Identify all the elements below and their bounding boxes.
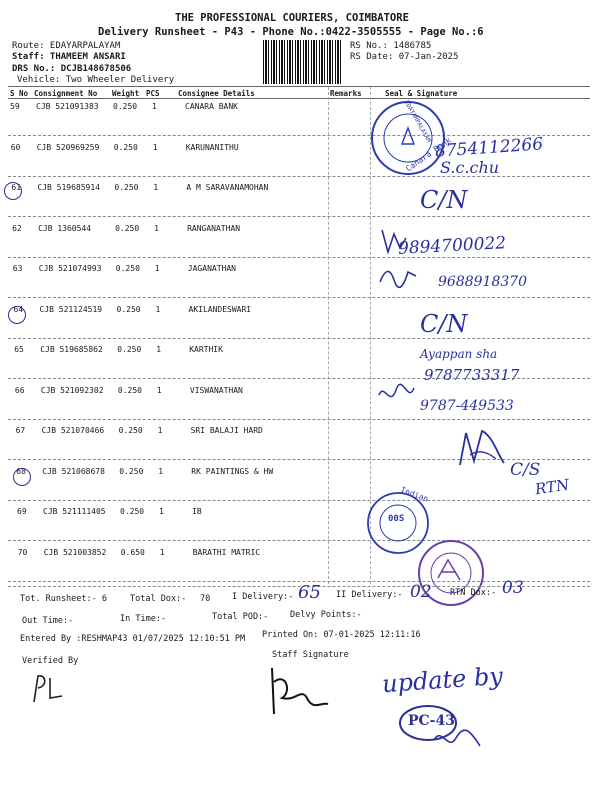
hw-r68-cs: C/S: [510, 460, 541, 480]
hw-r64-cn: C/N: [420, 310, 468, 338]
col-seal-signature: Seal & Signature: [385, 89, 458, 98]
drs-number: DRS No.: DCJB148678506: [12, 64, 132, 74]
row-pcs: 1: [156, 385, 162, 395]
hw-r68-rtn: RTN: [533, 475, 571, 499]
row-consignee: RANGANATHAN: [187, 223, 241, 233]
row-consignee: RK PAINTINGS & HW: [191, 466, 274, 476]
entered-by: Entered By :RESHMAP43 01/07/2025 12:10:51 PM: [20, 634, 246, 644]
total-pod: Total POD:-: [212, 612, 269, 622]
pc-stamp-scribble: [430, 726, 490, 756]
hw-r60-phone: 8754112266: [434, 134, 544, 162]
row-pcs: 1: [159, 507, 164, 516]
row-pcs: 1: [156, 345, 162, 354]
company-title: THE PROFESSIONAL COURIERS, COIMBATORE: [175, 12, 409, 24]
row-sno: 62: [12, 223, 22, 233]
row-consignee: SRI BALAJI HARD: [190, 426, 263, 435]
row-pcs: 1: [159, 547, 165, 557]
i-delivery-label: I Delivery:-: [232, 592, 294, 602]
hw-r63-phone: 9688918370: [438, 274, 528, 290]
col-pcs: PCS: [146, 89, 160, 98]
row-consignment: CJB 521074993: [38, 264, 102, 273]
hw-r65-phone: 9787733317: [424, 366, 520, 384]
row-sno: 63: [12, 264, 23, 273]
col-consignee: Consignee Details: [178, 89, 255, 98]
hw-r62-phone: 9894700022: [397, 233, 507, 259]
signature-r63: [378, 262, 418, 292]
row-sno: 68: [16, 466, 26, 476]
vehicle-label: Vehicle: Two Wheeler Delivery: [17, 75, 175, 85]
row-consignee: KARTHIK: [189, 345, 223, 354]
row-weight: 0.250: [115, 223, 140, 233]
row-sno: 60: [10, 142, 21, 152]
printed-on: Printed On: 07-01-2025 12:11:16: [262, 630, 421, 640]
out-time: Out Time:-: [22, 616, 74, 626]
row-consignment: CJB 521091383: [36, 102, 99, 111]
in-time: In Time:-: [120, 614, 167, 624]
row-sno: 66: [14, 385, 25, 395]
row-sno: 64: [13, 304, 24, 314]
row-pcs: 1: [155, 304, 161, 314]
row-consignee: VISWANATHAN: [189, 385, 243, 395]
total-dox-value: 70: [200, 594, 211, 604]
ii-delivery-label: II Delivery:-: [336, 590, 403, 600]
signature-r67: [452, 425, 512, 475]
row-consignee: A M SARAVANAMOHAN: [186, 183, 269, 192]
row-pcs: 1: [157, 426, 163, 435]
col-weight: Weight: [112, 89, 140, 98]
row-sno: 59: [10, 102, 20, 111]
update-note: update by: [381, 661, 504, 699]
row-pcs: 1: [154, 223, 159, 233]
verified-by: Verified By: [22, 656, 79, 666]
row-sno: 65: [14, 345, 24, 354]
row-consignment: CJB 1360544: [38, 223, 92, 233]
tot-runsheet: Tot. Runsheet:- 6: [20, 594, 107, 604]
staff-signature: [262, 662, 332, 722]
row-consignment: CJB 521068678: [42, 466, 105, 476]
pc-stamp-text: PC-43: [408, 713, 455, 729]
row-sno: 67: [15, 426, 26, 435]
row-consignee: CANARA BANK: [185, 102, 238, 111]
ii-delivery-hand: 02: [410, 582, 432, 602]
row-consignee: JAGANATHAN: [187, 264, 236, 273]
row-pcs: 1: [152, 142, 158, 152]
row-weight: 0.250: [113, 102, 138, 111]
row-consignment: CJB 519685862: [40, 345, 103, 354]
runsheet-subtitle: Delivery Runsheet - P43 - Phone No.:0422-3505555 - Page No.:6: [98, 26, 484, 38]
canara-stamp-text: Canara Bank: [404, 135, 453, 174]
row-consignment: CJB 521111405: [43, 507, 106, 516]
row-consignee: KARUNANITHU: [185, 142, 239, 152]
row-consignee: IB: [192, 507, 202, 516]
row-weight: 0.250: [117, 345, 142, 354]
row-weight: 0.250: [117, 385, 142, 395]
hw-r65-name: Ayappan sha: [420, 347, 498, 361]
total-dox-label: Total Dox:-: [130, 594, 187, 604]
i-delivery-hand: 65: [298, 582, 321, 603]
circle-mark-64: [8, 306, 26, 324]
row-consignment: CJB 520969259: [36, 142, 100, 152]
row-consignment: CJB 519685914: [37, 183, 101, 192]
hw-r60-sign: S.c.chu: [440, 158, 500, 177]
row-pcs: 1: [154, 264, 160, 273]
staff-label: Staff: THAMEEM ANSARI: [12, 52, 126, 62]
barcode: [263, 40, 343, 84]
circle-mark-61: [4, 182, 22, 200]
row-pcs: 1: [152, 102, 157, 111]
row-consignee: AKILANDESWARI: [188, 304, 252, 314]
row-consignee: BARATHI MATRIC: [192, 547, 261, 557]
row-consignment: CJB 521003852: [43, 547, 107, 557]
row-weight: 0.250: [113, 142, 138, 152]
row-weight: 0.250: [118, 426, 143, 435]
row-consignment: CJB 521124519: [39, 304, 103, 314]
route-label: Route: EDAYARPALAYAM: [12, 41, 121, 51]
col-consignment: Consignment No: [34, 89, 98, 98]
row-sno: 61: [11, 183, 22, 192]
row-weight: 0.250: [115, 264, 140, 273]
hw-r66-phone: 9787-449533: [420, 398, 514, 414]
rtn-dox-label: RTN Dox:-: [450, 588, 497, 598]
staff-signature-label: Staff Signature: [272, 650, 349, 660]
signature-r66: [376, 380, 416, 410]
row-weight: 0.250: [119, 466, 144, 476]
col-sno: S No: [10, 89, 29, 98]
indian-stamp-mid: 00S: [388, 514, 405, 524]
row-weight: 0.250: [120, 507, 145, 516]
col-remarks: Remarks: [330, 89, 362, 98]
row-weight: 0.250: [116, 304, 141, 314]
row-weight: 0.650: [120, 547, 145, 557]
row-consignment: CJB 521070466: [41, 426, 105, 435]
hw-r61-cn: C/N: [420, 186, 468, 214]
rs-number: RS No.: 1486785: [350, 41, 432, 51]
verified-signature: [28, 668, 68, 708]
row-pcs: 1: [153, 183, 159, 192]
rtn-dox-hand: 03: [502, 578, 524, 598]
delvy-points: Delvy Points:-: [290, 610, 362, 620]
row-weight: 0.250: [114, 183, 139, 192]
row-sno: 70: [17, 547, 28, 557]
row-pcs: 1: [158, 466, 164, 476]
circle-mark-68: [13, 468, 31, 486]
row-consignment: CJB 521092302: [40, 385, 104, 395]
canara-stamp-mid: EDAYARPALAYAM: [402, 99, 433, 144]
row-sno: 69: [17, 507, 27, 516]
indian-stamp-text: Indian: [399, 485, 430, 504]
signature-r62: [378, 226, 408, 256]
rs-date: RS Date: 07-Jan-2025: [350, 52, 459, 62]
